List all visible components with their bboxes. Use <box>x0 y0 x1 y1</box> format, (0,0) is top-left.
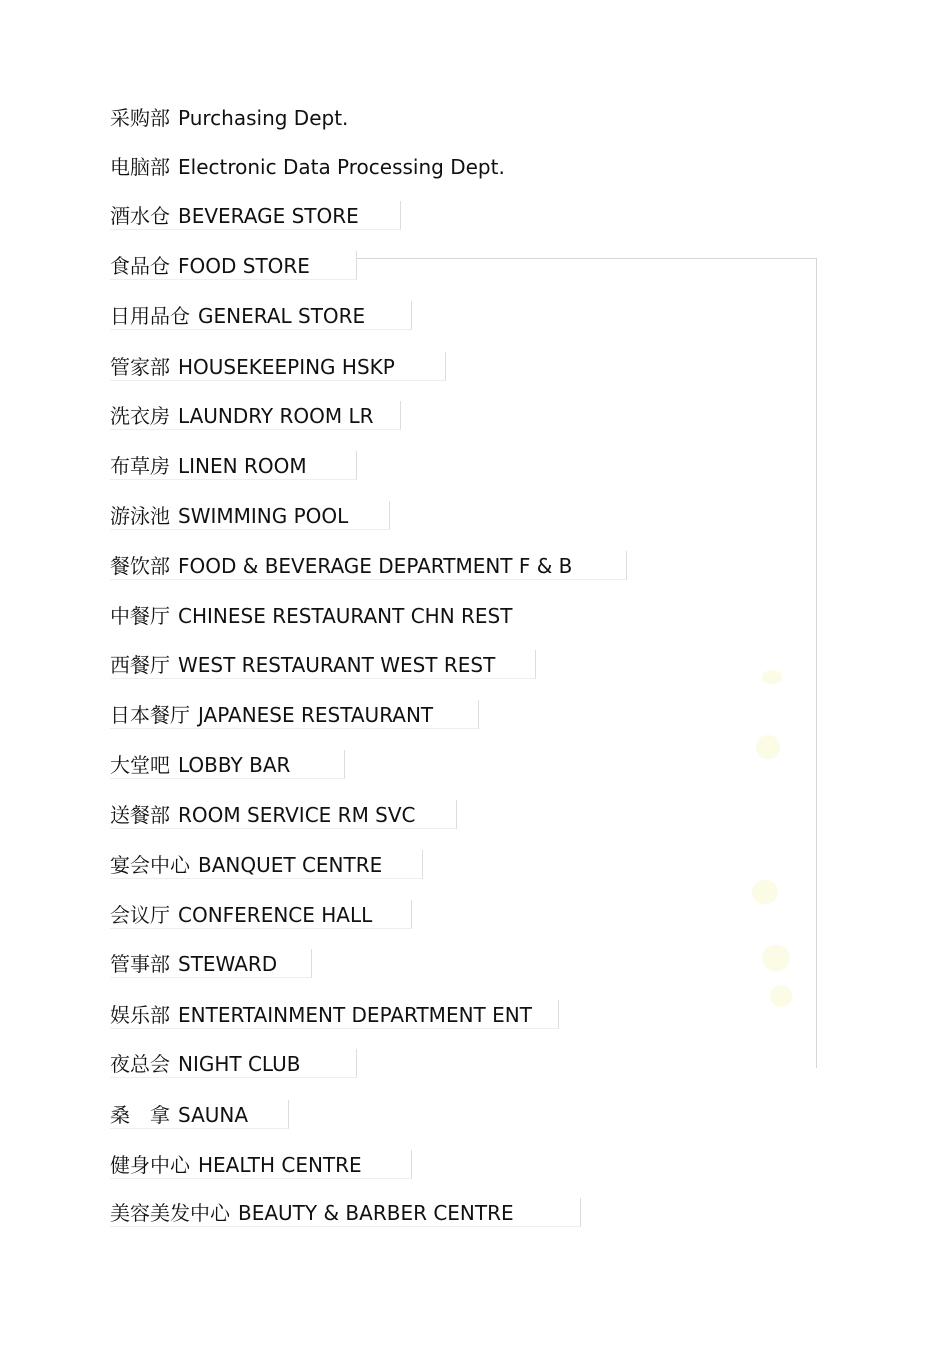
english-label: HEALTH CENTRE <box>198 1153 362 1177</box>
frame-top-line <box>357 258 817 259</box>
english-label: LINEN ROOM <box>178 454 307 478</box>
cell-border <box>110 1198 581 1227</box>
list-item <box>110 251 310 281</box>
cell-border <box>110 750 345 779</box>
chinese-label: 会议厅 <box>110 903 170 927</box>
background-smudge <box>756 735 780 759</box>
english-label: SWIMMING POOL <box>178 504 349 528</box>
list-item <box>110 401 374 431</box>
list-item <box>110 1049 300 1079</box>
background-smudge <box>752 880 778 904</box>
english-label: JAPANESE RESTAURANT <box>198 703 434 727</box>
chinese-label: 采购部 <box>110 106 170 130</box>
cell-border <box>110 551 627 580</box>
chinese-label: 中餐厅 <box>110 604 170 628</box>
english-label: BEAUTY & BARBER CENTRE <box>238 1201 514 1225</box>
english-label: FOOD & BEVERAGE DEPARTMENT F & B <box>178 554 573 578</box>
cell-border <box>110 900 412 929</box>
list-item <box>110 301 365 331</box>
chinese-label: 美容美发中心 <box>110 1201 230 1225</box>
background-smudge <box>762 945 790 971</box>
cell-border <box>110 501 390 530</box>
chinese-label: 夜总会 <box>110 1052 170 1076</box>
cell-border <box>110 201 401 230</box>
chinese-label: 日本餐厅 <box>110 703 190 727</box>
list-item <box>110 949 277 979</box>
english-label: BEVERAGE STORE <box>178 204 359 228</box>
cell-border <box>110 800 457 829</box>
chinese-label: 健身中心 <box>110 1153 190 1177</box>
chinese-label: 游泳池 <box>110 504 170 528</box>
list-item <box>110 1198 514 1228</box>
chinese-label: 日用品仓 <box>110 304 190 328</box>
chinese-label: 西餐厅 <box>110 653 170 677</box>
cell-border <box>110 251 357 280</box>
cell-border <box>110 451 357 480</box>
list-item <box>110 601 512 631</box>
list-item <box>110 1000 532 1030</box>
english-label: Purchasing Dept. <box>178 106 349 130</box>
list-item <box>110 900 372 930</box>
list-item <box>110 201 359 231</box>
background-smudge <box>770 985 792 1007</box>
english-label: STEWARD <box>178 952 278 976</box>
list-item <box>110 551 572 581</box>
list-item <box>110 1150 362 1180</box>
cell-border <box>110 1049 357 1078</box>
list-item <box>110 700 433 730</box>
cell-border <box>110 1000 559 1029</box>
english-label: WEST RESTAURANT WEST REST <box>178 653 496 677</box>
english-label: BANQUET CENTRE <box>198 853 383 877</box>
english-label: LOBBY BAR <box>178 753 291 777</box>
list-item <box>110 1100 248 1130</box>
list-item <box>110 800 416 830</box>
english-label: SAUNA <box>178 1103 249 1127</box>
chinese-label: 送餐部 <box>110 803 170 827</box>
chinese-label: 宴会中心 <box>110 853 190 877</box>
english-label: FOOD STORE <box>178 254 310 278</box>
chinese-label: 桑 拿 <box>110 1103 170 1127</box>
chinese-label: 大堂吧 <box>110 753 170 777</box>
list-item <box>110 850 382 880</box>
chinese-label: 布草房 <box>110 454 170 478</box>
frame-right-line <box>816 258 817 1068</box>
background-smudge <box>762 670 782 684</box>
english-label: GENERAL STORE <box>198 304 366 328</box>
chinese-label: 食品仓 <box>110 254 170 278</box>
chinese-label: 餐饮部 <box>110 554 170 578</box>
cell-border <box>110 1100 289 1129</box>
list-item <box>110 352 395 382</box>
cell-border <box>110 301 412 330</box>
english-label: NIGHT CLUB <box>178 1052 301 1076</box>
chinese-label: 管事部 <box>110 952 170 976</box>
list-item <box>110 152 505 182</box>
cell-border <box>110 949 312 978</box>
english-label: CHINESE RESTAURANT CHN REST <box>178 604 513 628</box>
english-label: CONFERENCE HALL <box>178 903 373 927</box>
cell-border <box>110 850 423 879</box>
list-item <box>110 451 307 481</box>
list-item <box>110 750 290 780</box>
english-label: ROOM SERVICE RM SVC <box>178 803 416 827</box>
list-item <box>110 501 348 531</box>
cell-border <box>110 1150 412 1179</box>
cell-border <box>110 352 446 381</box>
cell-border <box>110 700 479 729</box>
list-item <box>110 650 495 680</box>
chinese-label: 洗衣房 <box>110 404 170 428</box>
cell-border <box>110 650 536 679</box>
cell-border <box>110 401 401 430</box>
list-item <box>110 103 348 133</box>
english-label: ENTERTAINMENT DEPARTMENT ENT <box>178 1003 532 1027</box>
english-label: Electronic Data Processing Dept. <box>178 155 505 179</box>
chinese-label: 管家部 <box>110 355 170 379</box>
chinese-label: 酒水仓 <box>110 204 170 228</box>
english-label: LAUNDRY ROOM LR <box>178 404 374 428</box>
english-label: HOUSEKEEPING HSKP <box>178 355 395 379</box>
chinese-label: 电脑部 <box>110 155 170 179</box>
chinese-label: 娱乐部 <box>110 1003 170 1027</box>
